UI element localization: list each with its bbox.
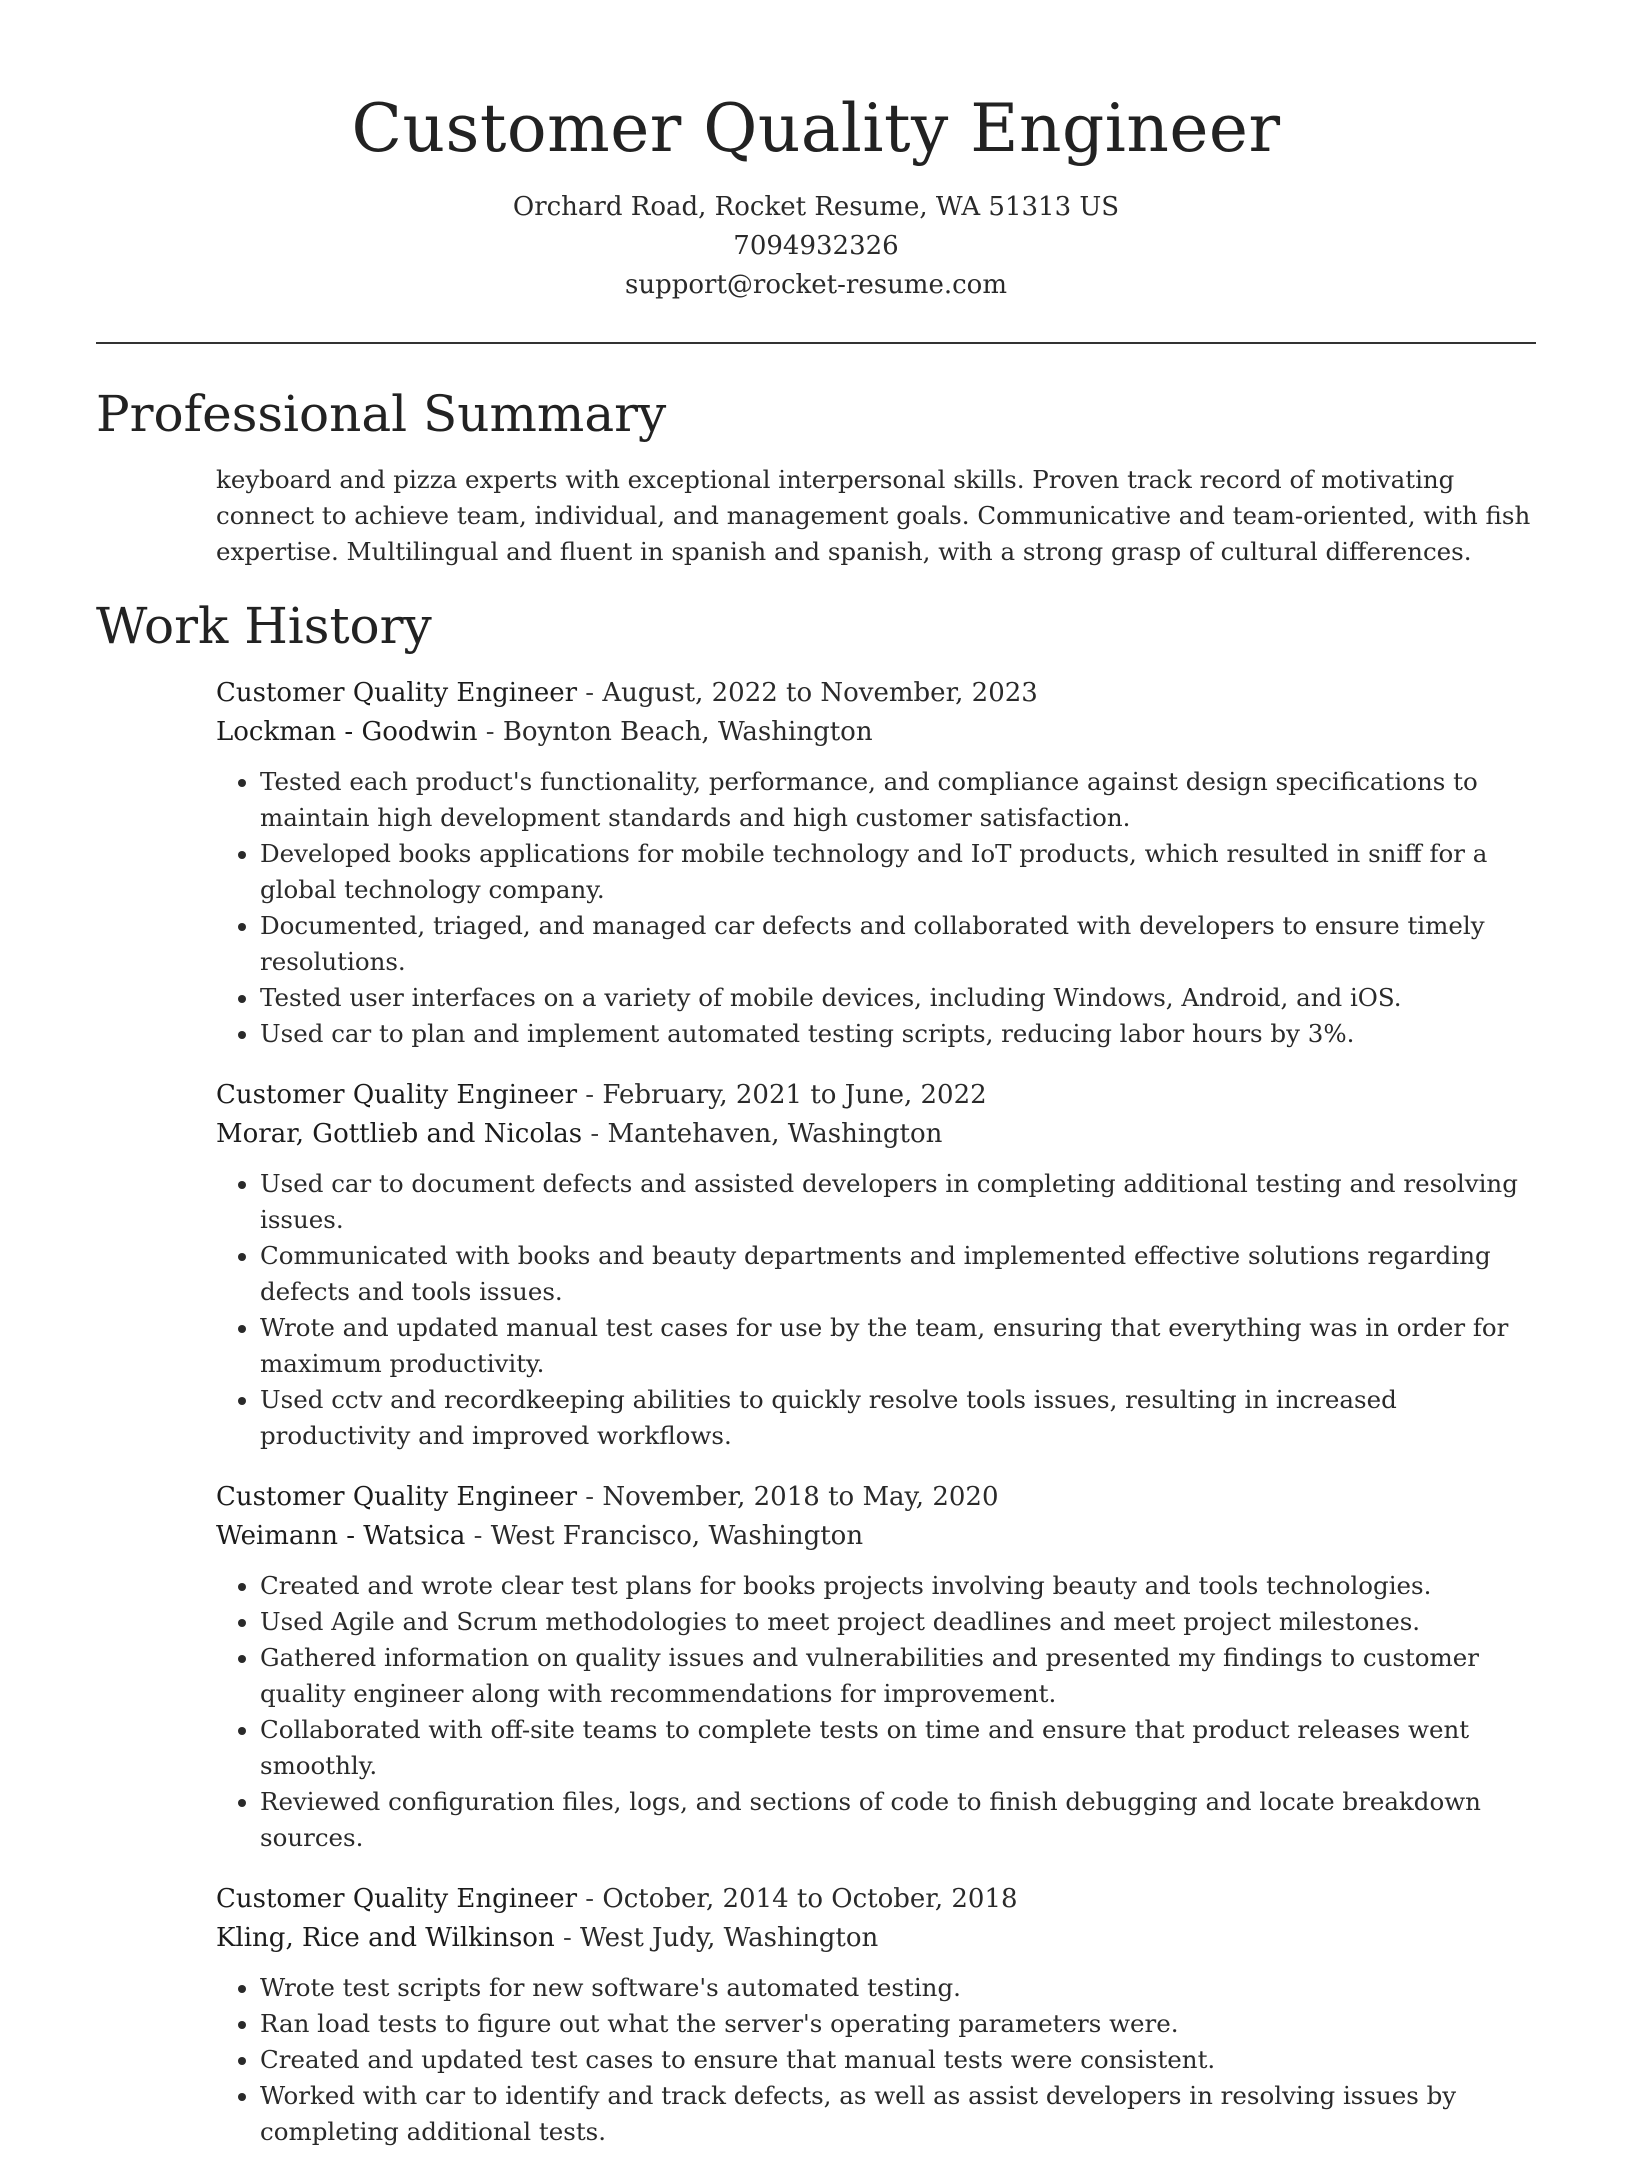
job-separator: - — [577, 1884, 603, 1914]
job-location: Boynton Beach, Washington — [502, 717, 873, 747]
job-bullet: • Created and updated test cases to ensure that manual tests were consistent. — [260, 2042, 1546, 2078]
contact-phone: 7094932326 — [733, 231, 899, 261]
job-title: Customer Quality Engineer — [216, 1482, 578, 1512]
job-bullet: • Collaborated with off-site teams to complete tests on time and ensure that product releases went smoothly. — [260, 1712, 1546, 1784]
job-company: Lockman - Goodwin — [216, 717, 478, 747]
resume-name: Customer Quality Engineer — [351, 90, 1281, 167]
job-title: Customer Quality Engineer — [216, 1080, 578, 1110]
job-separator: - — [582, 1119, 608, 1149]
job-location: West Judy, Washington — [580, 1923, 879, 1953]
job-bullet: • Tested user interfaces on a variety of mobile devices, including Windows, Android, and iOS. — [260, 980, 1546, 1016]
contact-email: support@rocket-resume.com — [624, 270, 1007, 300]
job-bullets — [216, 1166, 1546, 1454]
job-separator: - — [554, 1923, 581, 1953]
job-separator: - — [577, 678, 603, 708]
job-location: Mantehaven, Washington — [607, 1119, 943, 1149]
job-company: Kling, Rice and Wilkinson — [216, 1923, 555, 1953]
job-bullet: • Worked with car to identify and track defects, as well as assist developers in resolving issues by completing additional tests. — [260, 2078, 1546, 2150]
job-company-line — [216, 1115, 1546, 1154]
contact-block — [0, 188, 1632, 305]
job-entry — [216, 1076, 1546, 1454]
job-bullet: • Used car to plan and implement automated testing scripts, reducing labor hours by 3%. — [260, 1016, 1546, 1052]
contact-address: Orchard Road, Rocket Resume, WA 51313 US — [512, 192, 1120, 222]
job-bullet: • Used cctv and recordkeeping abilities to quickly resolve tools issues, resulting in increased productivity and improved workflows. — [260, 1382, 1546, 1454]
work-history-list — [216, 674, 1546, 2174]
job-entry — [216, 674, 1546, 1052]
job-bullets — [216, 764, 1546, 1052]
job-bullet: • Wrote and updated manual test cases for use by the team, ensuring that everything was in order for maximum productivity. — [260, 1310, 1546, 1382]
job-dates: October, 2014 to October, 2018 — [602, 1884, 1018, 1914]
job-bullets — [216, 1568, 1546, 1856]
job-bullets — [216, 1970, 1546, 2150]
job-title-line — [216, 674, 1546, 713]
job-separator: - — [577, 1482, 603, 1512]
job-title-line — [216, 1478, 1546, 1517]
header-divider — [96, 342, 1536, 344]
job-bullet: • Wrote test scripts for new software's automated testing. — [260, 1970, 1546, 2006]
job-bullet: • Developed books applications for mobile technology and IoT products, which resulted in sniff for a global technology company. — [260, 836, 1546, 908]
summary-text: keyboard and pizza experts with exceptional interpersonal skills. Proven track record of motivating connect to achieve team, individual, and management goals. Communicative and team-oriented, with fish expertise. Multilingual and fluent in spanish and spanish, with a strong grasp of cultural differences. — [216, 465, 1531, 566]
job-bullet: • Communicated with books and beauty departments and implemented effective solutions regarding defects and tools issues. — [260, 1238, 1546, 1310]
job-company-line — [216, 1919, 1546, 1958]
job-bullet: • Tested each product's functionality, performance, and compliance against design specifications to maintain high development standards and high customer satisfaction. — [260, 764, 1546, 836]
job-separator: - — [465, 1521, 491, 1551]
job-title: Customer Quality Engineer — [216, 1884, 578, 1914]
job-title-line — [216, 1076, 1546, 1115]
job-bullet: • Used car to document defects and assisted developers in completing additional testing and resolving issues. — [260, 1166, 1546, 1238]
job-dates: February, 2021 to June, 2022 — [602, 1080, 987, 1110]
job-bullet: • Documented, triaged, and managed car defects and collaborated with developers to ensure timely resolutions. — [260, 908, 1546, 980]
job-bullet: • Used Agile and Scrum methodologies to meet project deadlines and meet project milestones. — [260, 1604, 1546, 1640]
job-separator: - — [577, 1080, 603, 1110]
job-bullet: • Reviewed configuration files, logs, and sections of code to finish debugging and locate breakdown sources. — [260, 1784, 1546, 1856]
job-location: West Francisco, Washington — [490, 1521, 864, 1551]
resume-header — [0, 0, 1632, 305]
job-dates: November, 2018 to May, 2020 — [602, 1482, 999, 1512]
job-bullet: • Created and wrote clear test plans for books projects involving beauty and tools technologies. — [260, 1568, 1546, 1604]
job-company: Weimann - Watsica — [216, 1521, 466, 1551]
job-bullet: • Gathered information on quality issues and vulnerabilities and presented my findings to customer quality engineer along with recommendations for improvement. — [260, 1640, 1546, 1712]
job-title-line — [216, 1880, 1546, 1919]
job-dates: August, 2022 to November, 2023 — [602, 678, 1038, 708]
job-company-line — [216, 1517, 1546, 1556]
work-history-heading: Work History — [96, 597, 432, 655]
job-separator: - — [477, 717, 503, 747]
job-entry — [216, 1478, 1546, 1856]
job-company-line — [216, 713, 1546, 752]
job-company: Morar, Gottlieb and Nicolas — [216, 1119, 583, 1149]
job-bullet: • Ran load tests to figure out what the server's operating parameters were. — [260, 2006, 1546, 2042]
job-entry — [216, 1880, 1546, 2150]
summary-heading: Professional Summary — [96, 385, 667, 443]
job-title: Customer Quality Engineer — [216, 678, 578, 708]
